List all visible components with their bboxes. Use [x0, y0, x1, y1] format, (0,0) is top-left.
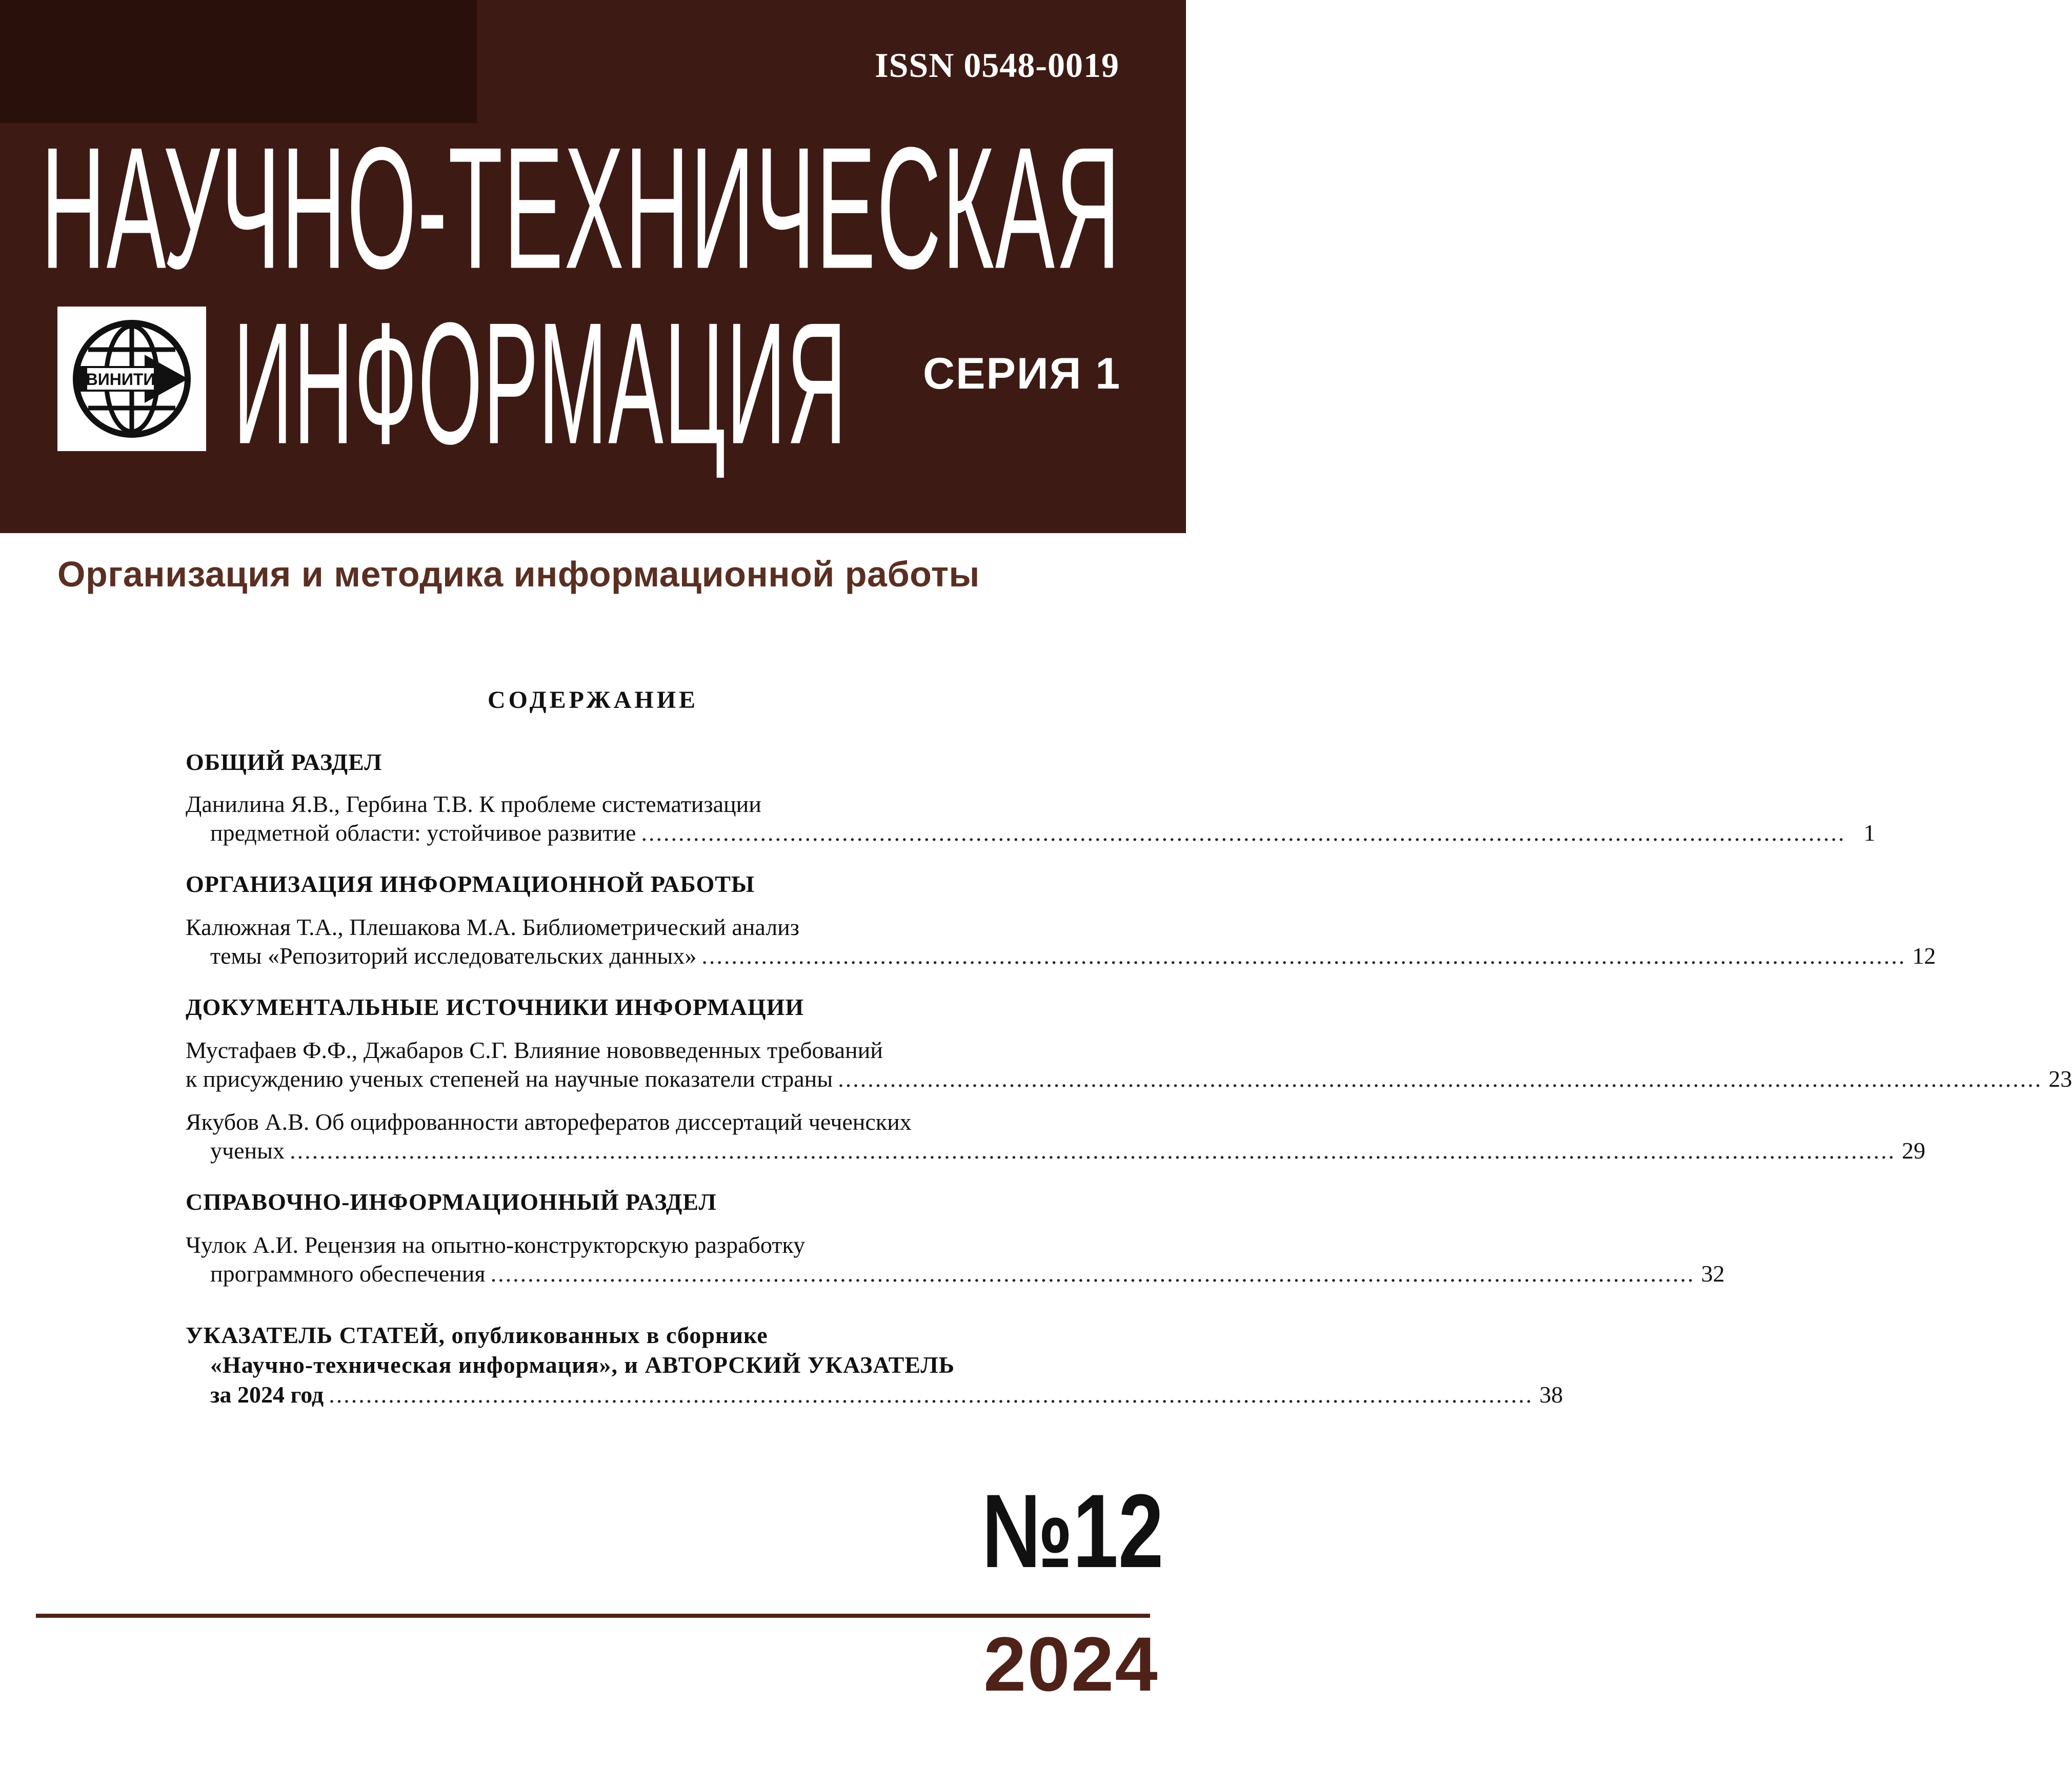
cover-header-band	[0, 0, 1186, 533]
globe-logo-icon	[68, 315, 196, 443]
journal-title-line2: ИНФОРМАЦИЯ	[233, 287, 848, 480]
entry-line: программного обеспечения	[210, 1261, 486, 1287]
section-heading: СПРАВОЧНО-ИНФОРМАЦИОННЫЙ РАЗДЕЛ	[186, 1189, 717, 1215]
page-number: 1	[1863, 820, 1876, 846]
contents-heading: СОДЕРЖАНИЕ	[487, 686, 699, 714]
entry-line: темы «Репозиторий исследовательских данных»	[210, 943, 697, 969]
toc-entry	[210, 1137, 1926, 1164]
page-number: 29	[1902, 1137, 1926, 1164]
index-heading-line1: УКАЗАТЕЛЬ СТАТЕЙ, опубликованных в сборнике	[186, 1322, 768, 1348]
viniti-logo	[57, 307, 206, 451]
divider-rule	[36, 1614, 1150, 1618]
section-heading: ОРГАНИЗАЦИЯ ИНФОРМАЦИОННОЙ РАБОТЫ	[186, 871, 755, 897]
page-number: 23	[2048, 1066, 2072, 1092]
entry-line: к присуждению ученых степеней на научные показатели страны	[186, 1066, 833, 1092]
dot-leader: ........................................................................................................................................................................................................................	[290, 1137, 1896, 1164]
entry-line: Чулок А.И. Рецензия на опытно-конструкторскую разработку	[186, 1232, 806, 1258]
dot-leader: ..................................................................................................................................................................	[329, 1381, 1534, 1408]
issn-label: ISSN 0548-0019	[875, 46, 1119, 85]
journal-subtitle: Организация и методика информационной работы	[57, 554, 980, 594]
toc-entry	[210, 1260, 1725, 1287]
entry-line: ученых	[210, 1137, 285, 1164]
issue-number: №12	[982, 1473, 1164, 1590]
section-heading: ДОКУМЕНТАЛЬНЫЕ ИСТОЧНИКИ ИНФОРМАЦИИ	[186, 994, 804, 1020]
toc-entry	[210, 942, 1936, 969]
entry-line: Калюжная Т.А., Плешакова М.А. Библиометрический анализ	[186, 914, 799, 940]
dot-leader: ..................................................................................................................................................................	[838, 1066, 2043, 1092]
section-heading: ОБЩИЙ РАЗДЕЛ	[186, 749, 383, 775]
page-number: 12	[1912, 943, 1936, 969]
toc-entry	[210, 1381, 1563, 1408]
index-heading-line3: за 2024 год	[210, 1381, 324, 1408]
dot-leader: ..................................................................................................................................................................	[641, 820, 1846, 846]
entry-line: Якубов А.В. Об оцифрованности авторефератов диссертаций чеченских	[186, 1109, 912, 1135]
issue-year: 2024	[983, 1621, 1159, 1707]
index-heading-line2: «Научно-техническая информация», и АВТОРСКИЙ УКАЗАТЕЛЬ	[210, 1352, 955, 1378]
header-dark-corner	[0, 0, 477, 123]
journal-title-line1: НАУЧНО-ТЕХНИЧЕСКАЯ	[41, 112, 1121, 305]
entry-line: Данилина Я.В., Гербина Т.В. К проблеме систематизации	[186, 791, 761, 817]
entry-line: предметной области: устойчивое развитие	[210, 820, 636, 846]
dot-leader: ..................................................................................................................................................................	[490, 1261, 1695, 1287]
series-label: СЕРИЯ 1	[923, 349, 1121, 398]
page-number: 38	[1539, 1381, 1563, 1408]
logo-text: ВИНИТИ	[86, 370, 155, 389]
entry-line: Мустафаев Ф.Ф., Джабаров С.Г. Влияние нововведенных требований	[186, 1037, 883, 1063]
dot-leader: ..................................................................................................................................................................	[701, 943, 1906, 969]
page-number: 32	[1701, 1261, 1725, 1287]
toc-entry	[186, 1065, 2072, 1092]
toc-entry	[210, 819, 1876, 846]
